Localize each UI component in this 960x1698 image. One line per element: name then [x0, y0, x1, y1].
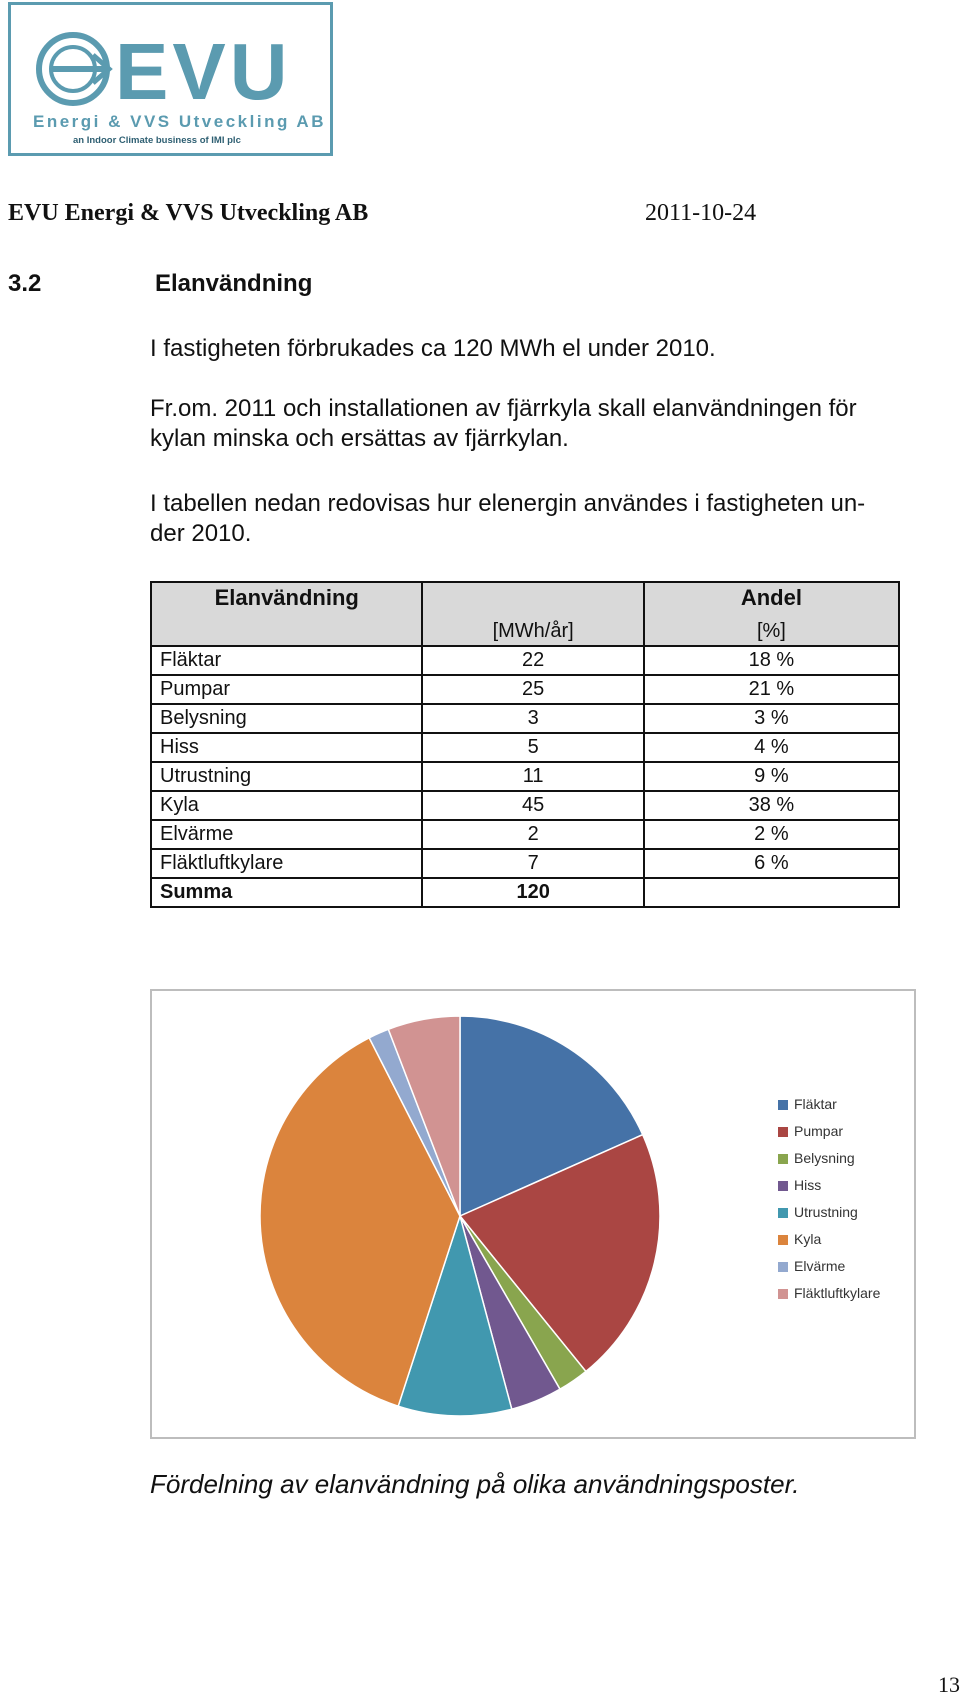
legend-swatch-2	[778, 1154, 788, 1164]
legend-swatch-0	[778, 1100, 788, 1110]
sum-pct	[644, 878, 899, 907]
paragraph-3-line-2: der 2010.	[150, 520, 252, 547]
paragraph-2-line-1: Fr.om. 2011 och installationen av fjärrkyla skall elanvändningen för	[150, 395, 857, 422]
pie-chart-frame	[150, 989, 916, 1439]
table-row	[151, 849, 899, 878]
row-name: Kyla	[151, 791, 422, 820]
row-mwh: 11	[422, 762, 643, 791]
legend-label-2: Belysning	[794, 1150, 855, 1166]
legend-swatch-6	[778, 1262, 788, 1272]
pie-chart	[152, 991, 914, 1437]
table-header-row	[151, 582, 899, 646]
row-pct: 21 %	[644, 675, 899, 704]
sum-name: Summa	[151, 878, 422, 907]
table-sum-row	[151, 878, 899, 907]
row-mwh: 2	[422, 820, 643, 849]
energy-table	[150, 581, 900, 908]
row-mwh: 5	[422, 733, 643, 762]
figure-caption: Fördelning av elanvändning på olika användningsposter.	[150, 1469, 800, 1499]
row-name: Pumpar	[151, 675, 422, 704]
section-heading	[8, 270, 312, 298]
legend-label-4: Utrustning	[794, 1204, 858, 1220]
header-col2-unit: [MWh/år]	[492, 620, 574, 642]
sum-mwh: 120	[422, 878, 643, 907]
header-date: 2011-10-24	[645, 200, 757, 226]
row-name: Fläktluftkylare	[151, 849, 422, 878]
header-company: EVU Energi & VVS Utveckling AB	[8, 200, 369, 226]
row-pct: 18 %	[644, 646, 899, 675]
row-name: Elvärme	[151, 820, 422, 849]
row-pct: 4 %	[644, 733, 899, 762]
table-row	[151, 791, 899, 820]
page-number: 13	[938, 1672, 960, 1697]
row-pct: 2 %	[644, 820, 899, 849]
paragraph-2-line-2: kylan minska och ersättas av fjärrkylan.	[150, 425, 569, 452]
legend-label-7: Fläktluftkylare	[794, 1285, 881, 1301]
logo-company-line: Energi & VVS Utveckling AB	[33, 112, 326, 131]
row-mwh: 7	[422, 849, 643, 878]
table-row	[151, 733, 899, 762]
paragraph-2	[150, 394, 950, 454]
legend-label-0: Fläktar	[794, 1096, 837, 1112]
paragraph-3	[150, 489, 950, 549]
row-name: Hiss	[151, 733, 422, 762]
header-col3-title: Andel	[740, 585, 802, 610]
legend-swatch-7	[778, 1289, 788, 1299]
row-mwh: 22	[422, 646, 643, 675]
header-cell-pct	[644, 582, 899, 646]
logo-tagline: an Indoor Climate business of IMI plc	[73, 135, 241, 146]
table-row	[151, 762, 899, 791]
table-row	[151, 646, 899, 675]
row-pct: 3 %	[644, 704, 899, 733]
logo-wordmark: EVU	[115, 27, 292, 116]
row-name: Utrustning	[151, 762, 422, 791]
header-col1-title: Elanvändning	[214, 585, 359, 610]
company-logo	[8, 2, 333, 156]
row-pct: 38 %	[644, 791, 899, 820]
legend-swatch-3	[778, 1181, 788, 1191]
row-name: Fläktar	[151, 646, 422, 675]
legend-swatch-5	[778, 1235, 788, 1245]
table-row	[151, 675, 899, 704]
paragraph-1: I fastigheten förbrukades ca 120 MWh el under 2010.	[150, 335, 716, 362]
row-mwh: 3	[422, 704, 643, 733]
legend-swatch-4	[778, 1208, 788, 1218]
logo-emblem-icon	[39, 35, 109, 103]
row-pct: 9 %	[644, 762, 899, 791]
table-row	[151, 704, 899, 733]
header-cell-mwh	[422, 582, 643, 646]
section-title: Elanvändning	[155, 270, 313, 297]
header-cell-name	[151, 582, 422, 646]
legend-label-1: Pumpar	[794, 1123, 844, 1139]
paragraph-3-line-1: I tabellen nedan redovisas hur elenergin användes i fastigheten un-	[150, 490, 866, 517]
row-mwh: 45	[422, 791, 643, 820]
legend-label-5: Kyla	[794, 1231, 822, 1247]
legend-label-3: Hiss	[794, 1177, 822, 1193]
legend-swatch-1	[778, 1127, 788, 1137]
row-mwh: 25	[422, 675, 643, 704]
legend-label-6: Elvärme	[794, 1258, 846, 1274]
row-pct: 6 %	[644, 849, 899, 878]
section-number: 3.2	[8, 270, 42, 297]
table-row	[151, 820, 899, 849]
header-col3-unit: [%]	[756, 620, 786, 642]
row-name: Belysning	[151, 704, 422, 733]
